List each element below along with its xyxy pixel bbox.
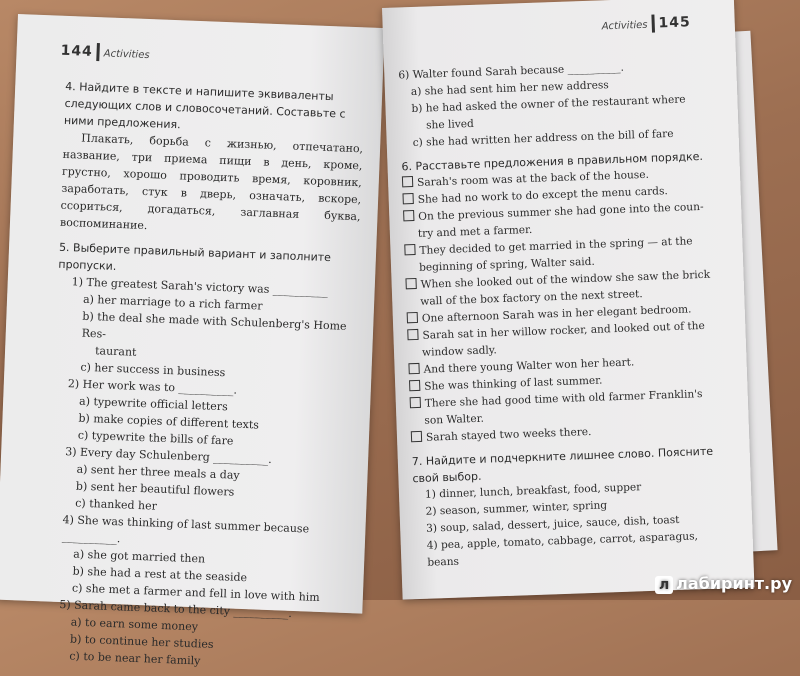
sentence-text: On the previous summer she had gone into the coun- <box>418 200 704 223</box>
left-page-content <box>43 78 365 675</box>
option: a) her marriage to a rich farmer <box>82 292 263 313</box>
sentence-text: One afternoon Sarah was in her elegant bedroom. <box>421 303 692 325</box>
sentence-text: There she had good time with old farmer Franklin's <box>424 388 703 410</box>
sentence-text: They decided to get married in the spring — at the <box>419 235 693 257</box>
sentence-continuation: son Walter. <box>424 412 485 427</box>
checkbox[interactable] <box>407 329 418 340</box>
checkbox[interactable] <box>403 210 414 221</box>
option: c) thanked her <box>75 496 158 513</box>
option: c) her success in business <box>80 360 226 380</box>
task-7-item: 4) pea, apple, tomato, cabbage, carrot, asparagus, beans <box>426 530 699 569</box>
checkbox[interactable] <box>402 193 413 204</box>
task-5-item-3 <box>49 443 351 522</box>
task-7-item: 2) season, summer, winter, spring <box>425 499 608 518</box>
option: c) to be near her family <box>69 649 201 668</box>
question: 1) The greatest Sarah's victory was __________ <box>71 275 329 299</box>
checkbox[interactable] <box>402 176 413 187</box>
task-4-text: Плакать, борьба с жизнью, отпечатано, название, три приема пищи в день, кроме, грустно, хорошо проводить время, коровник, заработать, стук в дверь, означать, вскоре, ссориться, догадаться, заглавная буква, воспоминание. <box>59 131 364 233</box>
sentence-continuation: try and met a farmer. <box>417 223 533 240</box>
page-number: 144 <box>60 42 94 60</box>
task-5-item-2 <box>52 375 354 454</box>
task-4-title: 4. Найдите в тексте и напишите эквиваленты следующих слов и словосочетаний. Составьте с ними предложения. <box>63 79 346 132</box>
option: b) to continue her studies <box>69 632 214 651</box>
question: 3) Every day Schulenberg __________. <box>64 445 272 467</box>
checkbox[interactable] <box>408 363 419 374</box>
header-divider <box>651 14 655 32</box>
section-title: Activities <box>601 19 648 33</box>
sentence-continuation: wall of the box factory on the next street. <box>420 288 643 308</box>
checkbox[interactable] <box>404 244 415 255</box>
sentence-list <box>402 164 726 447</box>
checkbox[interactable] <box>410 397 421 408</box>
option: b) she had a rest at the seaside <box>72 564 248 585</box>
sentence-text: She was thinking of last summer. <box>424 374 603 393</box>
left-page <box>0 14 385 668</box>
page-number: 145 <box>658 14 691 32</box>
option: c) she had written her address on the bill of fare <box>412 127 674 150</box>
sentence-text: And there young Walter won her heart. <box>423 356 635 376</box>
labirint-logo-icon: л <box>655 576 673 594</box>
checkbox[interactable] <box>405 278 416 289</box>
left-page-header <box>60 40 150 63</box>
task-7-title: 7. Найдите и подчеркните лишнее слово. Поясните свой выбор. <box>411 444 714 486</box>
option-continuation: she lived <box>425 117 475 132</box>
option: a) to earn some money <box>70 615 199 634</box>
option: a) she had sent him her new address <box>410 79 609 99</box>
checkbox[interactable] <box>407 312 418 323</box>
sentence-continuation: window sadly. <box>421 344 497 359</box>
option: b) the deal she made with Schulenberg's Home Res- <box>81 309 347 341</box>
question: 2) Her work was to __________. <box>67 377 238 397</box>
option: b) he had asked the owner of the restaurant where <box>411 93 686 116</box>
option: b) sent her beautiful flowers <box>75 479 235 499</box>
header-divider <box>97 43 101 61</box>
sentence-continuation: beginning of spring, Walter said. <box>418 255 596 274</box>
sentence-text: Sarah stayed two weeks there. <box>425 425 592 444</box>
option: a) typewrite official letters <box>78 394 228 414</box>
watermark-text: лабиринт.ру <box>676 574 792 593</box>
question-6 <box>398 56 716 152</box>
task-7-item: 3) soup, salad, dessert, juice, sauce, dish, toast <box>425 513 680 535</box>
option: b) make copies of different texts <box>78 411 260 432</box>
right-page <box>382 0 754 600</box>
task-5-item-5 <box>43 595 345 674</box>
sentence-text: Sarah's room was at the back of the house. <box>416 168 650 189</box>
question: 5) Sarah came back to the city __________. <box>59 598 293 620</box>
question: 6) Walter found Sarah because __________. <box>398 61 625 82</box>
option-continuation: taurant <box>94 344 137 359</box>
task-5-item-1 <box>54 273 358 386</box>
watermark <box>655 574 792 594</box>
task-7-item: 1) dinner, lunch, breakfast, food, supper <box>424 481 642 501</box>
task-6-title: 6. Расставьте предложения в правильном порядке. <box>401 149 704 174</box>
sentence-text: She had no work to do except the menu cards. <box>417 185 668 206</box>
option: a) sent her three meals a day <box>76 462 240 482</box>
option: a) she got married then <box>73 547 206 566</box>
right-page-content <box>398 56 730 572</box>
sentence-text: Sarah sat in her willow rocker, and looked out of the <box>422 319 705 342</box>
question: 4) She was thinking of last summer because __________. <box>61 513 310 546</box>
right-page-header <box>601 11 691 34</box>
option: c) typewrite the bills of fare <box>77 428 234 448</box>
section-title: Activities <box>103 48 150 62</box>
task-5-item-4 <box>46 511 349 607</box>
checkbox[interactable] <box>411 431 422 442</box>
option: c) she met a farmer and fell in love with him <box>71 581 320 605</box>
task-5-title: 5. Выберите правильный вариант и заполните пропуски. <box>58 240 332 273</box>
checkbox[interactable] <box>409 380 420 391</box>
sentence-text: When she looked out of the window she saw the brick <box>420 268 711 291</box>
